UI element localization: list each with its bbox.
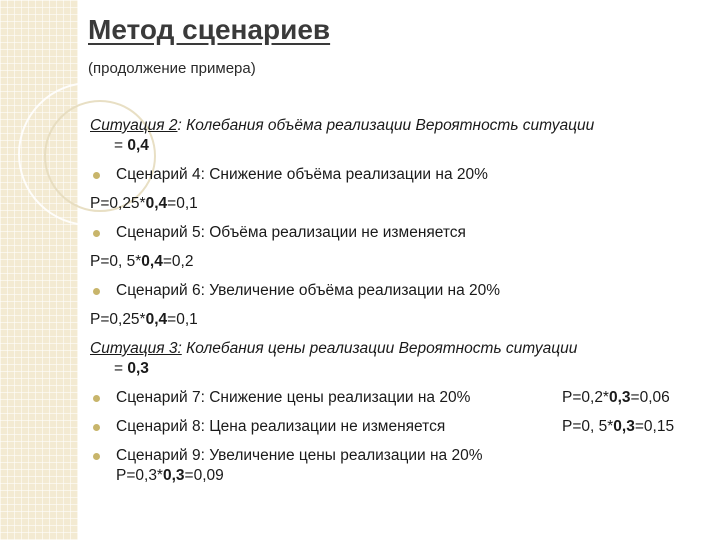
calc-result: =0,09 <box>184 467 224 484</box>
scenario-8 <box>90 417 710 446</box>
scenario-9 <box>90 446 710 466</box>
scenario-number: 4 <box>191 166 201 183</box>
scenario-6-calc <box>90 310 710 339</box>
scenario-4 <box>90 165 710 194</box>
scenario-text: : Снижение цены реализации на 20% <box>200 389 471 406</box>
calc-probability: 0,3 <box>608 389 631 406</box>
bullet-icon <box>93 288 100 295</box>
calc-result: =0,1 <box>167 311 198 328</box>
scenario-word: Сценарий <box>116 282 192 299</box>
calc-result: =0,2 <box>162 253 194 270</box>
calc-prefix: P=0,3* <box>116 467 163 484</box>
scenario-number: 5 <box>191 224 201 241</box>
probability-prefix: = <box>114 137 128 154</box>
calc-probability: 0,3 <box>162 467 185 484</box>
slide-body <box>90 116 710 495</box>
scenario-4-calc <box>90 194 710 223</box>
bullet-icon <box>93 395 100 402</box>
scenario-text: : Объёма реализации не изменяется <box>200 224 466 241</box>
bullet-icon <box>93 230 100 237</box>
bullet-icon <box>93 424 100 431</box>
scenario-number: 9 <box>191 447 201 464</box>
situation-2-colon: : <box>177 117 182 134</box>
situation-3-text: Колебания цены реализации Вероятность ситуации <box>181 340 578 357</box>
scenario-text: : Снижение объёма реализации на 20% <box>200 166 488 183</box>
scenario-5-calc <box>90 252 710 281</box>
scenario-7-calc <box>562 388 670 408</box>
calc-probability: 0,4 <box>145 311 168 328</box>
scenario-word: Сценарий <box>116 418 192 435</box>
situation-2-label: Ситуация 2 <box>90 117 178 134</box>
scenario-word: Сценарий <box>116 447 192 464</box>
scenario-word: Сценарий <box>116 166 192 183</box>
calc-prefix: P=0,25* <box>90 311 146 328</box>
calc-probability: 0,3 <box>613 418 635 435</box>
scenario-word: Сценарий <box>116 224 192 241</box>
scenario-5 <box>90 223 710 252</box>
scenario-6 <box>90 281 710 310</box>
slide-title: Метод сценариев <box>88 14 331 45</box>
calc-probability: 0,4 <box>141 253 163 270</box>
scenario-8-calc <box>562 417 674 437</box>
scenario-text: : Увеличение цены реализации на 20% <box>200 447 483 464</box>
calc-result: =0,1 <box>167 195 198 212</box>
scenario-text: : Увеличение объёма реализации на 20% <box>200 282 501 299</box>
slide-subtitle: (продолжение примера) <box>88 60 256 77</box>
calc-prefix: P=0,25* <box>90 195 146 212</box>
scenario-text: : Цена реализации не изменяется <box>200 418 446 435</box>
probability-value: 0,4 <box>127 137 149 154</box>
situation-2-probability <box>90 136 710 165</box>
bullet-icon <box>93 172 100 179</box>
scenario-7 <box>90 388 710 417</box>
scenario-word: Сценарий <box>116 389 192 406</box>
probability-prefix: = <box>114 360 128 377</box>
scenario-number: 8 <box>191 418 201 435</box>
situation-2-text: Колебания объёма реализации Вероятность ситуации <box>181 117 595 134</box>
situation-3-label: Ситуация 3: <box>90 340 182 357</box>
scenario-number: 6 <box>191 282 201 299</box>
bullet-icon <box>93 453 100 460</box>
scenario-number: 7 <box>191 389 201 406</box>
calc-probability: 0,4 <box>145 195 168 212</box>
situation-3-heading <box>90 339 710 359</box>
calc-prefix: P=0, 5* <box>90 253 142 270</box>
calc-result: =0,06 <box>630 389 670 406</box>
probability-value: 0,3 <box>127 360 149 377</box>
calc-prefix: P=0,2* <box>562 389 609 406</box>
decorative-side-pattern <box>0 0 78 540</box>
calc-prefix: P=0, 5* <box>562 418 614 435</box>
situation-3-probability <box>90 359 710 388</box>
situation-2-heading <box>90 116 710 136</box>
scenario-9-calc <box>90 466 710 495</box>
calc-result: =0,15 <box>634 418 675 435</box>
